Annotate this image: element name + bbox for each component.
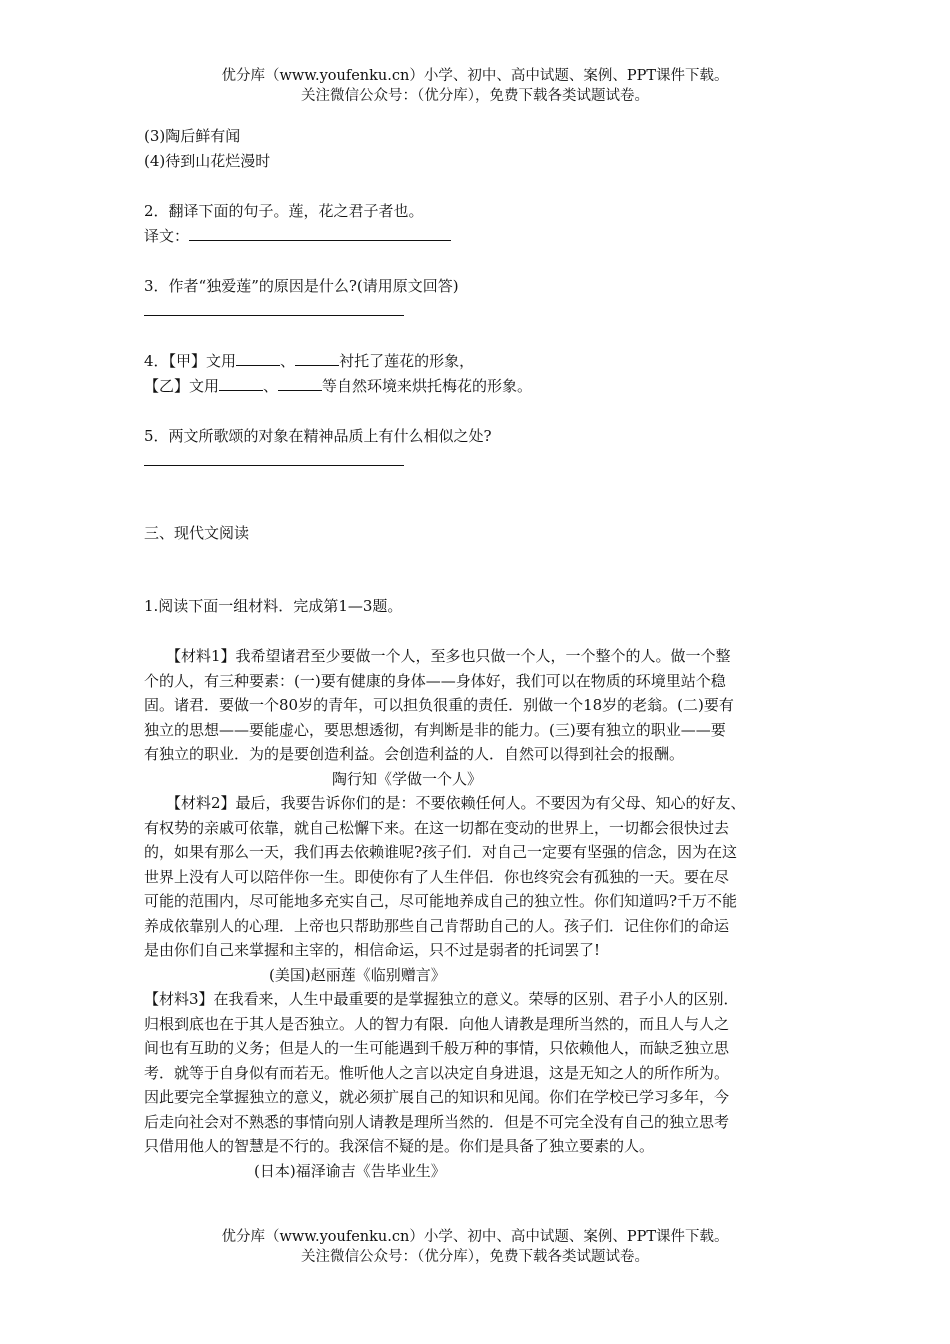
header-line-1: 优分库（www.youfenku.cn）小学、初中、高中试题、案例、PPT课件下载。 <box>221 68 729 84</box>
material-2-line: 世界上没有人可以陪伴你一生。即使你有了人生伴侣．你也终究会有孤独的一天。要在尽 <box>144 867 730 886</box>
material-1-line: 独立的思想——要能虚心，要思想透彻，有判断是非的能力。(三)要有独立的职业——要 <box>144 720 726 739</box>
question-4-blank-2[interactable] <box>295 365 339 366</box>
material-3 <box>144 987 824 1183</box>
section-3-intro: 1.阅读下面一组材料．完成第1—3题。 <box>144 596 403 615</box>
material-2-line: 可能的范围内，尽可能地多充实自己，尽可能地养成自己的独立性。你们知道吗?千万不能 <box>144 892 738 910</box>
material-3-line: 【材料3】在我看来，人生中最重要的是掌握独立的意义。荣辱的区别、君子小人的区别． <box>144 990 739 1008</box>
material-3-line: 归根到底也在于其人是否独立。人的智力有限．向他人请教是理所当然的，而且人与人之 <box>144 1014 730 1033</box>
question-4-line-b: 【乙】文用 、 等自然环境来烘托梅花的形象。 <box>144 376 533 395</box>
material-1 <box>144 644 824 791</box>
material-1-line: 固。诸君．要做一个80岁的青年，可以担负很重的责任．别做一个18岁的老翁。(二)要有 <box>144 696 734 714</box>
question-2-answer-blank[interactable] <box>189 240 451 241</box>
question-4-line-a: 4．【甲】文用 、 衬托了莲花的形象， <box>144 352 475 370</box>
material-2-line: 有权势的亲戚可依靠，就自己松懈下来。在这一切都在变动的世界上，一切都会很快过去 <box>144 818 730 837</box>
footer-line-1: 优分库（www.youfenku.cn）小学、初中、高中试题、案例、PPT课件下载。 <box>221 1229 729 1245</box>
question-2-answer-label: 译文： <box>144 226 190 245</box>
question-1-item-4: (4)待到山花烂漫时 <box>144 151 271 170</box>
material-2-line: 的，如果有那么一天，我们再去依赖谁呢?孩子们．对自己一定要有坚强的信念，因为在这 <box>144 843 738 861</box>
question-4-blank-1[interactable] <box>236 365 280 366</box>
question-4-blank-3[interactable] <box>219 390 263 391</box>
material-3-line: 只借用他人的智慧是不行的。我深信不疑的是。你们是具备了独立要素的人。 <box>144 1137 655 1155</box>
material-2-line: 养成依靠别人的心理．上帝也只帮助那些自己肯帮助自己的人。孩子们．记住你们的命运 <box>144 916 730 935</box>
material-3-line: 因此要完全掌握独立的意义，就必须扩展自己的知识和见闻。你们在学校已学习多年，今 <box>144 1088 730 1106</box>
question-5-answer-blank[interactable] <box>144 465 404 466</box>
question-2: 2．翻译下面的句子。莲，花之君子者也。 <box>144 202 424 220</box>
header-line-2: 关注微信公众号：（优分库），免费下载各类试题试卷。 <box>301 88 649 104</box>
material-1-line: 个的人，有三种要素：(一)要有健康的身体——身体好，我们可以在物质的环境里站个稳 <box>144 671 726 690</box>
material-2-line: 是由你们自己来掌握和主宰的，相信命运，只不过是弱者的托词罢了! <box>144 941 601 959</box>
question-1-item-3: (3)陶后鲜有闻 <box>144 127 241 145</box>
material-1-line: 有独立的职业．为的是要创造利益。会创造利益的人．自然可以得到社会的报酬。 <box>144 745 685 763</box>
question-3: 3．作者“独爱莲”的原因是什么?(请用原文回答) <box>144 277 459 295</box>
material-1-line: 【材料1】我希望诸君至少要做一个人，至多也只做一个人，一个整个的人。做一个整 <box>166 647 731 665</box>
question-3-answer-row <box>144 299 824 324</box>
material-2-line: 【材料2】最后，我要告诉你们的是：不要依赖任何人。不要因为有父母、知心的好友、 <box>166 794 746 812</box>
footer-line-2: 关注微信公众号：（优分库），免费下载各类试题试卷。 <box>301 1249 649 1265</box>
section-3-title: 三、现代文阅读 <box>144 524 250 542</box>
material-3-line: 考．就等于自身似有而若无。惟听他人之言以决定自身进退，这是无知之人的所作所为。 <box>144 1063 730 1082</box>
material-3-source: (日本)福泽谕吉《告毕业生》 <box>254 1161 446 1180</box>
page-footer <box>0 1227 950 1267</box>
page-header <box>0 66 950 106</box>
material-1-source: 陶行知《学做一个人》 <box>332 769 483 788</box>
question-2-answer-row <box>144 224 824 249</box>
question-3-answer-blank[interactable] <box>144 315 404 316</box>
document-body <box>144 124 824 1183</box>
material-2 <box>144 791 824 987</box>
question-5: 5．两文所歌颂的对象在精神品质上有什么相似之处? <box>144 427 492 445</box>
material-3-line: 间也有互助的义务；但是人的一生可能遇到千般万种的事情，只依赖他人，而缺乏独立思 <box>144 1039 730 1057</box>
question-4-blank-4[interactable] <box>278 390 322 391</box>
question-5-answer-row <box>144 449 824 474</box>
material-2-source: (美国)赵丽莲《临别赠言》 <box>269 965 446 984</box>
material-3-line: 后走向社会对不熟悉的事情向别人请教是理所当然的．但是不可完全没有自己的独立思考 <box>144 1112 730 1131</box>
